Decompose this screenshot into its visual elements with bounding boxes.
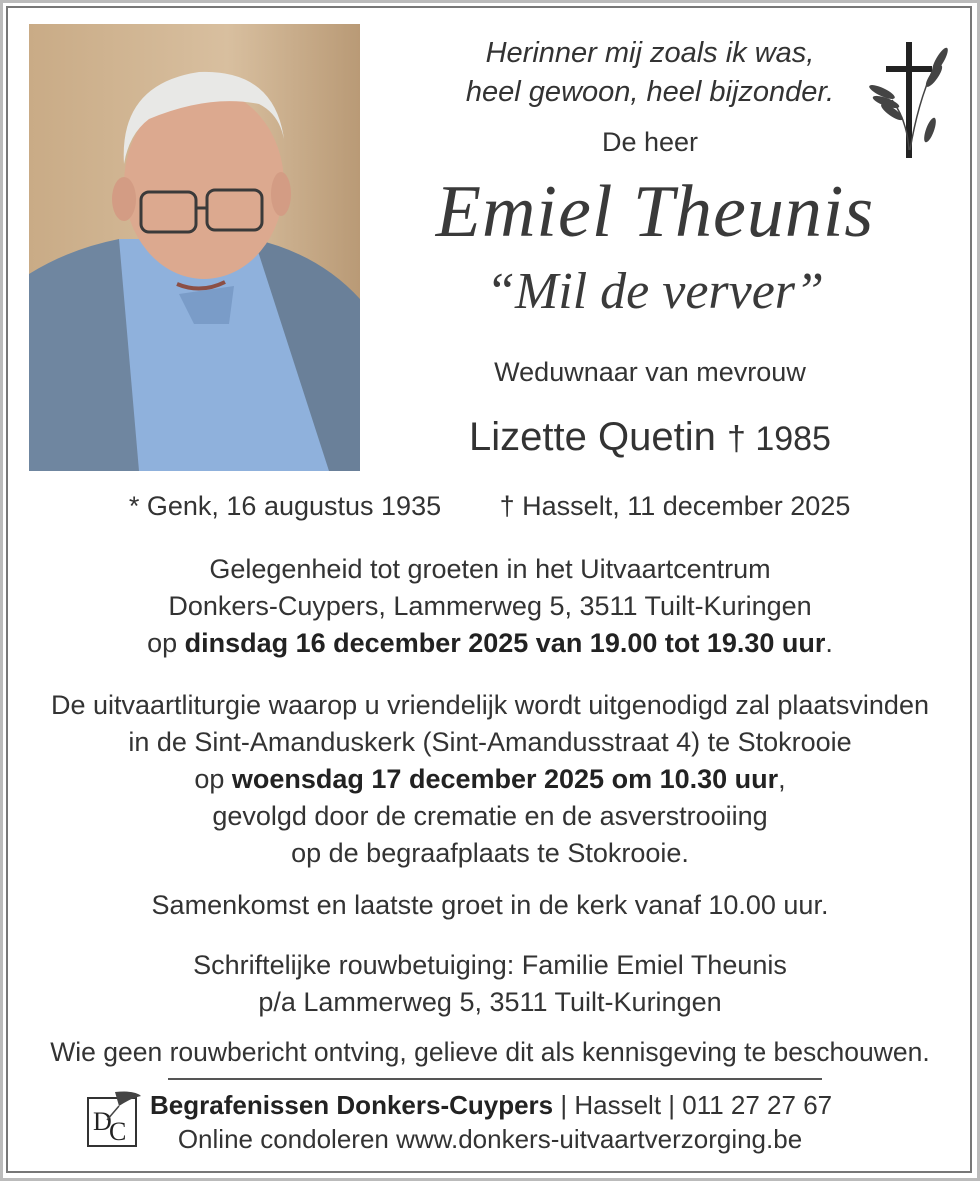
visitation-prefix: op	[147, 628, 185, 658]
liturgy-prefix: op	[194, 764, 232, 794]
deceased-name: Emiel Theunis	[435, 171, 875, 253]
spouse-death: † 1985	[726, 420, 831, 458]
condolence-line-2: p/a Lammerweg 5, 3511 Tuilt-Kuringen	[258, 987, 722, 1017]
portrait-photo	[29, 24, 360, 471]
visitation-datetime: dinsdag 16 december 2025 van 19.00 tot 19.30 uur	[184, 628, 826, 658]
visitation-line-1: Gelegenheid tot groeten in het Uitvaartcentrum	[209, 554, 771, 584]
spouse-name: Lizette Quetin	[469, 415, 716, 459]
birth-info: * Genk, 16 augustus 1935	[128, 491, 442, 521]
notice: Wie geen rouwbericht ontving, gelieve dit als kennisgeving te beschouwen.	[50, 1037, 930, 1067]
footer-company: Begrafenissen Donkers-Cuypers	[150, 1090, 554, 1120]
footer-details: | Hasselt | 011 27 27 67	[553, 1090, 833, 1120]
liturgy	[20, 687, 960, 872]
gathering: Samenkomst en laatste groet in de kerk vanaf 10.00 uur.	[151, 890, 829, 920]
dc-logo	[85, 1090, 143, 1152]
spouse-line	[400, 415, 900, 460]
footer-company-line	[150, 1088, 850, 1122]
footer-online: Online condoleren www.donkers-uitvaartverzorging.be	[177, 1124, 803, 1154]
visitation-line-2: Donkers-Cuypers, Lammerweg 5, 3511 Tuilt-Kuringen	[168, 591, 812, 621]
widower-label: Weduwnaar van mevrouw	[494, 357, 806, 387]
liturgy-line-3	[20, 761, 960, 798]
quote-line-2: heel gewoon, heel bijzonder.	[465, 76, 835, 108]
liturgy-suffix: ,	[778, 764, 786, 794]
title: De heer	[601, 127, 699, 157]
quote-line-1: Herinner mij zoals ik was,	[485, 37, 815, 69]
condolence-address	[20, 947, 960, 1021]
svg-text:D: D	[93, 1107, 112, 1136]
quote	[440, 34, 860, 112]
visitation-line-3	[20, 625, 960, 662]
liturgy-line-4: gevolgd door de crematie en de asverstrooiing	[212, 801, 768, 831]
nickname: “Mil de verver”	[486, 263, 824, 320]
death-info: † Hasselt, 11 december 2025	[499, 491, 851, 521]
condolence-line-1: Schriftelijke rouwbetuiging: Familie Emiel Theunis	[193, 950, 787, 980]
visitation-suffix: .	[825, 628, 833, 658]
liturgy-line-2: in de Sint-Amanduskerk (Sint-Amandusstraat 4) te Stokrooie	[128, 727, 852, 757]
liturgy-datetime: woensdag 17 december 2025 om 10.30 uur	[231, 764, 779, 794]
liturgy-line-1: De uitvaartliturgie waarop u vriendelijk wordt uitgenodigd zal plaatsvinden	[50, 690, 929, 720]
visitation	[20, 551, 960, 662]
svg-text:C: C	[109, 1117, 127, 1146]
cross-with-wheat-icon	[862, 40, 958, 162]
footer-divider	[168, 1078, 822, 1080]
liturgy-line-5: op de begraafplaats te Stokrooie.	[291, 838, 689, 868]
